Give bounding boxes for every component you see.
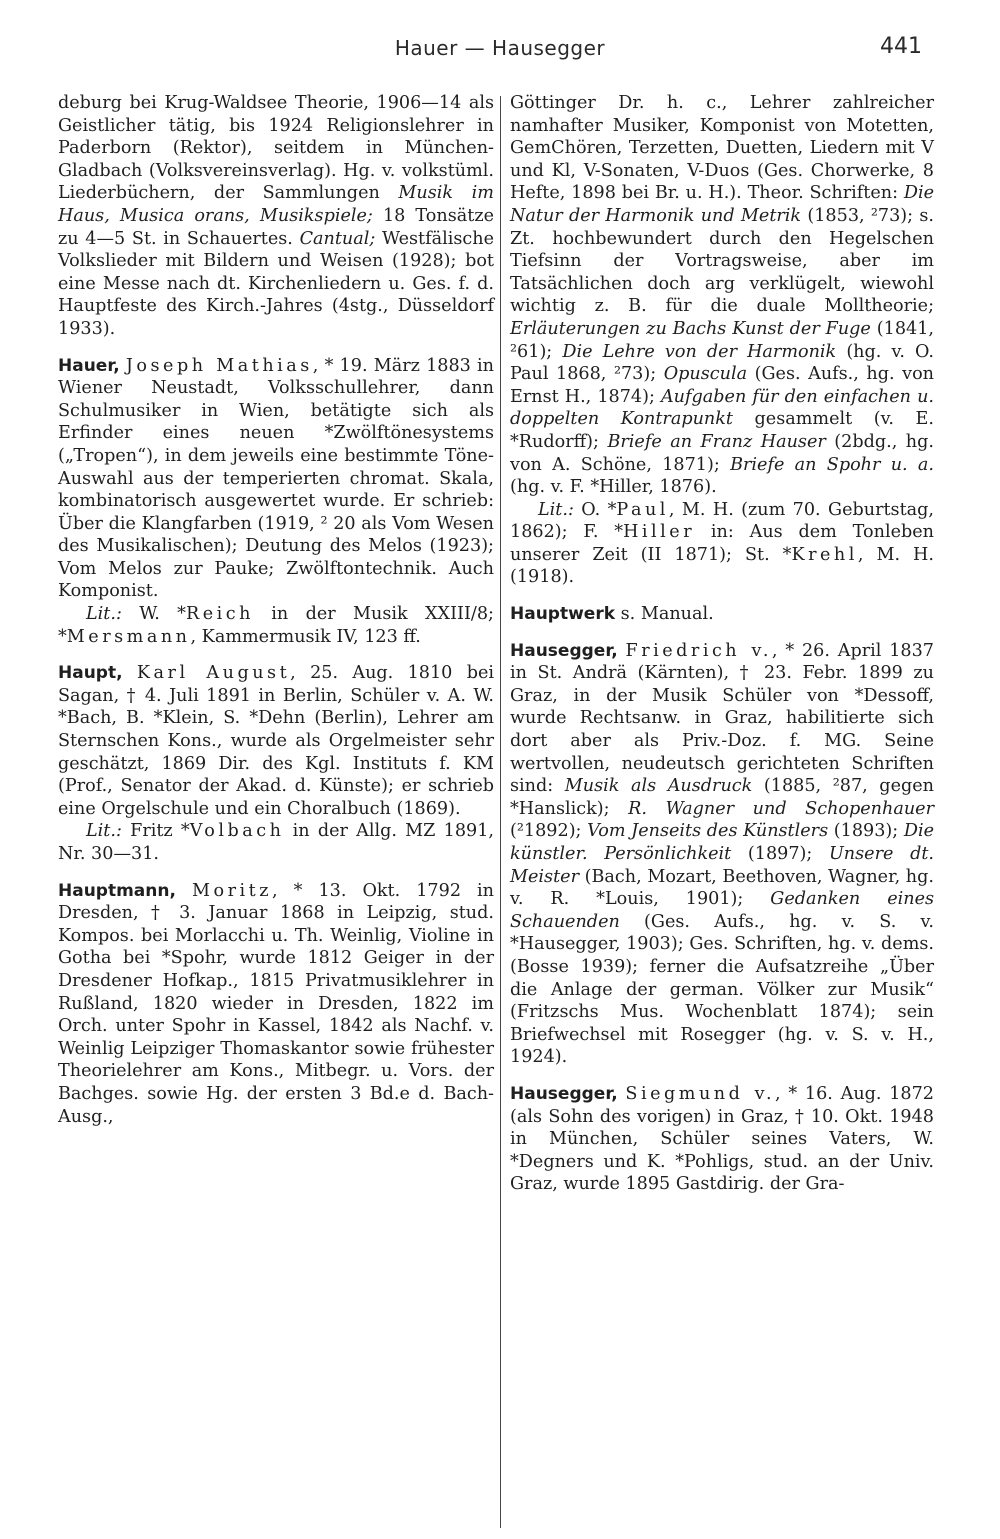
entry-hauptwerk xyxy=(510,603,934,626)
entry-continuation xyxy=(58,92,494,341)
title: Aufgaben für den einfachen u. doppelten Kontrapunkt xyxy=(510,386,934,430)
given-name: Siegmund v. xyxy=(625,1083,776,1104)
lit-label: Lit.: xyxy=(538,499,574,520)
title: Musik im Haus, Musica orans, Musikspiele; xyxy=(58,183,494,226)
text: , * 19. März 1883 in Wiener Neustadt, Volksschullehrer, dann Schulmusiker in Wien, betätigte sich als Erfinder eines neuen *Zwölftönesystems („Tropen“), in dem jeweils eine bestimmte Töne-Auswahl aus der temperierten chromat. Skala, kombinatorisch ausgewertet wurde. Er schrieb: Über die Klangfarben (1919, ² 20 als Vom Wesen des Musikalischen); Deutung des Melos (1923); Vom Melos zur Pauke; Zwölftontechnik. Auch Komponist. xyxy=(58,355,495,602)
title: Die Lehre von der Harmonik xyxy=(562,341,837,362)
text: O. * xyxy=(573,499,617,520)
text: , * 26. April 1837 in St. Andrä (Kärnten), † 23. Febr. 1899 zu Graz, in der Musik Schüler von *Dessoff, wurde Rechtsanw. in Graz, habilitierte sich dort aber als Priv.-Doz. f. MG. Seine wertvollen, neudeutsch gerichteten Schriften sind: xyxy=(510,640,934,797)
text: , * 16. Aug. 1872 (als Sohn des vorigen) in Graz, † 10. Okt. 1948 in München, Schüler seines Vaters, W. *Degners und K. *Pohligs, stud. an der Univ. Graz, wurde 1895 Gastdirig. der Gra- xyxy=(510,1083,935,1195)
author: Paul xyxy=(616,499,669,520)
title: Die Natur der Harmonik und Metrik xyxy=(510,183,934,226)
text: (hg. v. F. *Hiller, 1876). xyxy=(510,477,717,498)
page-number: 441 xyxy=(880,34,922,59)
text: (1893); xyxy=(828,821,904,842)
left-column xyxy=(58,92,494,1128)
entry-hauptmann xyxy=(58,880,494,1129)
column-divider xyxy=(500,96,501,1528)
entry-continuation xyxy=(510,92,934,499)
author: Mersmann xyxy=(66,626,191,647)
text: (hg. v. O. Paul 1868, ²73); xyxy=(510,341,934,385)
title: Die künstler. Persönlichkeit xyxy=(510,821,935,864)
text: Göttinger Dr. h. c., Lehrer zahlreicher namhafter Musiker, Komponist von Motetten, GemChören, Terzetten, Duetten, Liedern mit V und Kl, V-Sonaten, V-Duos (Ges. Chorwerke, 8 Hefte, 1898 bei Br. u. H.). Theor. Schriften: xyxy=(510,93,934,204)
text: (1885, ²87, gegen *Hanslick); xyxy=(510,776,934,819)
text: Westfälische Volkslieder mit Bildern und Weisen (1928); bot eine Messe nach dt. Kirchenliedern u. Ges. f. d. Hauptfeste des Kirch.-Jahres (4stg., Düsseldorf 1933). xyxy=(58,228,494,339)
given-name: Moritz xyxy=(192,880,272,901)
text: s. Manual. xyxy=(615,604,714,625)
title: Briefe an Spohr u. a. xyxy=(730,454,934,475)
text: , 25. Aug. 1810 bei Sagan, † 4. Juli 1891 in Berlin, Schüler v. A. W. *Bach, B. *Klein, S. *Dehn (Berlin), Lehrer am Sternschen Kons., wurde als Orgelmeister sehr geschätzt, 1869 Dir. des Kgl. Instituts f. KM (Prof., Senator der Akad. d. Künste); er schrieb eine Orgelschule und ein Choralbuch (1869). xyxy=(58,663,494,819)
text: (1841, ²61); xyxy=(510,318,934,362)
text: (²1892); xyxy=(510,821,588,842)
literature-note xyxy=(58,603,494,648)
text: , Kammermusik IV, 123 ff. xyxy=(190,626,421,647)
headword: Hauptmann, xyxy=(58,880,176,901)
headword: Hauer, xyxy=(58,355,120,376)
text: gesammelt (v. E. *Rudorff); xyxy=(510,409,934,452)
text: (1897); xyxy=(731,844,829,864)
entry-hausegger-friedrich xyxy=(510,640,934,1069)
lit-label: Lit.: xyxy=(86,821,122,842)
headword: Haupt, xyxy=(58,663,123,684)
headword: Hausegger, xyxy=(510,1083,618,1104)
entry-hausegger-siegmund xyxy=(510,1083,934,1196)
title: Briefe an Franz Hauser xyxy=(607,431,826,452)
title: Erläuterungen zu Bachs Kunst der Fuge xyxy=(510,318,871,339)
running-head: Hauer — Hausegger xyxy=(394,36,606,60)
headword: Hausegger, xyxy=(510,640,618,661)
entry-haupt xyxy=(58,662,494,820)
right-column xyxy=(510,92,934,1196)
literature-note xyxy=(510,499,934,589)
text: (Bach, Mozart, Beethoven, Wagner, hg. v. R. *Louis, 1901); xyxy=(510,866,934,910)
author: Hiller xyxy=(623,522,696,543)
title: Musik als Ausdruck xyxy=(564,776,753,797)
lit-label: Lit.: xyxy=(86,604,122,625)
given-name: Karl August xyxy=(136,663,291,684)
title: Unsere dt. Meister xyxy=(510,844,934,887)
text: deburg bei Krug-Waldsee Theorie, 1906—14 als Geistlicher tätig, bis 1924 Religionslehrer in Paderborn (Rektor), seitdem in München-Gladbach (Volksvereinsverlag). Hg. v. volkstüml. Liederbüchern, der Sammlungen xyxy=(58,93,494,204)
text: (2bdg., hg. von A. Schöne, 1871); xyxy=(510,431,934,475)
text: in der Musik XXIII/8; * xyxy=(58,604,494,647)
given-name: Joseph Mathias xyxy=(125,355,313,376)
text: , M. H. (zum 70. Geburtstag, 1862); F. * xyxy=(510,499,934,543)
text: in der Allg. MZ 1891, Nr. 30—31. xyxy=(58,821,494,864)
author: Volbach xyxy=(189,821,285,842)
text: 18 Tonsätze zu 4—5 St. in Schauertes. xyxy=(58,205,494,249)
text: , M. H. (1918). xyxy=(510,544,934,588)
entry-hauer xyxy=(58,355,494,604)
text: W. * xyxy=(121,604,186,625)
text: (Ges. Aufs., hg. von Ernst H., 1874); xyxy=(510,364,934,407)
text: Fritz * xyxy=(121,821,190,842)
literature-note xyxy=(58,820,494,865)
author: Krehl xyxy=(791,544,858,565)
title: Opuscula xyxy=(663,364,748,385)
author: Reich xyxy=(185,604,254,625)
text: in: Aus dem Tonleben unserer Zeit (II 1871); St. * xyxy=(510,522,935,565)
given-name: Friedrich v. xyxy=(625,640,772,661)
text: (Ges. Aufs., hg. v. S. v. *Hausegger, 1903); Ges. Schriften, hg. v. dems. (Bosse 1939); ferner die Aufsatzreihe „Über die Anlage der german. Völker zur Musik“ (Fritzschs Mus. Wochenblatt 1874); sein Briefwechsel mit Rosegger (hg. v. S. v. H., 1924). xyxy=(510,911,934,1068)
headword: Hauptwerk xyxy=(510,604,616,625)
title: Gedanken eines Schauenden xyxy=(510,889,935,932)
title: Cantual; xyxy=(299,228,376,249)
title: R. Wagner und Schopenhauer xyxy=(628,798,934,819)
text: (1853, ²73); s. Zt. hochbewundert durch den Hegelschen Tiefsinn der Vortragsweise, aber im Tatsächlichen doch arg verklügelt, wiewohl wichtig z. B. für die duale Molltheorie; xyxy=(510,205,934,317)
title: Vom Jenseits des Künstlers xyxy=(587,821,829,842)
text: , * 13. Okt. 1792 in Dresden, † 3. Januar 1868 in Leipzig, stud. Kompos. bei Morlacchi u. Th. Weinlig, Violine in Gotha bei *Spohr, wurde 1812 Geiger in der Dresdener Hofkap., 1815 Privatmusiklehrer in Rußland, 1820 wieder in Dresden, 1822 im Orch. unter Spohr in Kassel, 1842 als Nachf. v. Weinlig Leipziger Thomaskantor sowie frühester Theorielehrer am Kons., Mitbegr. u. Vors. der Bachges. sowie Hg. der ersten 3 Bd.e d. Bach-Ausg., xyxy=(58,880,495,1127)
